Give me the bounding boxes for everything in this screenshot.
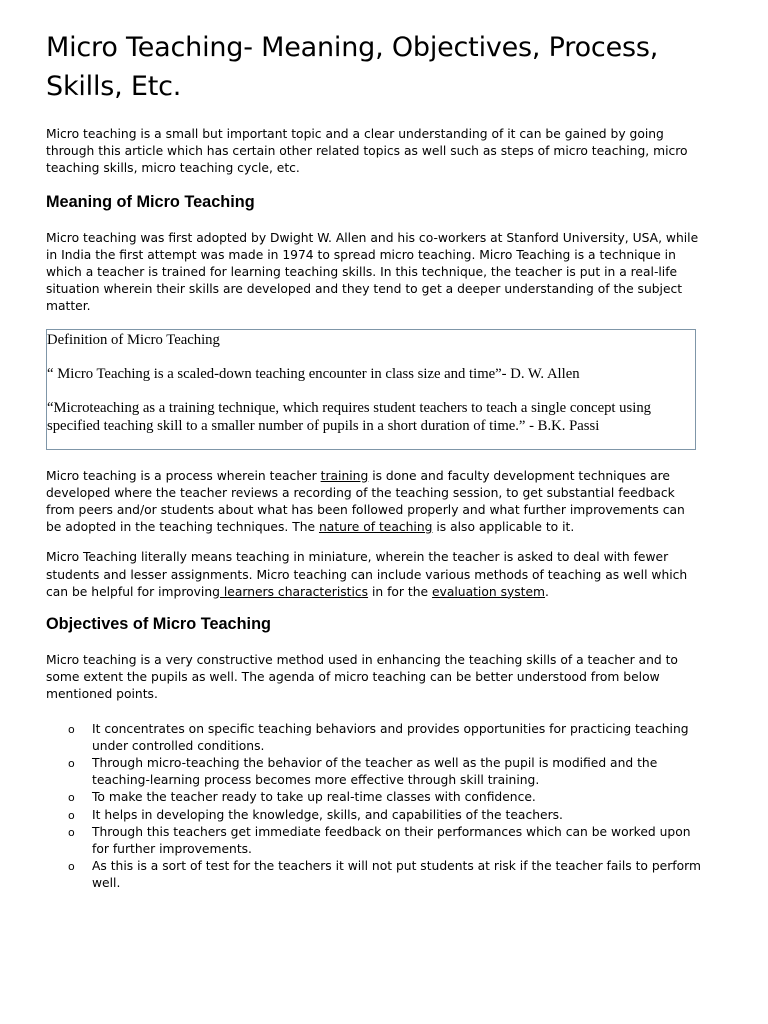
definition-quote-allen: “ Micro Teaching is a scaled-down teaching encounter in class size and time”- D. W. Allen [47, 365, 580, 382]
bullet-circle-icon: o [68, 860, 75, 874]
miniature-text-1: Micro Teaching literally means teaching in miniature, wherein the teacher is asked to deal with fewer students and lesser assignments. Micro teaching can include various methods of teaching as well which can be helpful for improving [46, 550, 688, 599]
list-item [46, 807, 702, 824]
list-item-text: Through micro-teaching the behavior of the teacher as well as the pupil is modified and the teaching-learning process becomes more effective through skill training. [92, 756, 658, 788]
miniature-paragraph [46, 549, 702, 601]
meaning-paragraph: Micro teaching was first adopted by Dwight W. Allen and his co-workers at Stanford University, USA, while in India the first attempt was made in 1974 to spread micro teaching. Micro Teaching is a technique in which a teacher is trained for learning teaching skills. In this technique, the teacher is put in a real-life situation wherein their skills are developed and they tend to get a deeper understanding of the subject matter. [46, 230, 699, 314]
meaning-heading: Meaning of Micro Teaching [46, 192, 255, 211]
document-page [46, 28, 702, 893]
list-item [46, 755, 702, 789]
definition-title: Definition of Micro Teaching [47, 331, 220, 348]
evaluation-system-link[interactable]: evaluation system [431, 584, 546, 599]
bullet-circle-icon: o [68, 808, 75, 822]
process-text-2: is done and faculty development techniques are developed where the teacher reviews a recording of the teaching session, to get substantial feedback from peers and/or students about what has been followed properly and what further improvements can be adopted in the teaching techniques. The [46, 468, 685, 535]
bullet-circle-icon: o [68, 791, 75, 805]
miniature-text-3: . [545, 584, 549, 599]
objectives-list [46, 721, 702, 893]
objectives-paragraph: Micro teaching is a very constructive method used in enhancing the teaching skills of a teacher and to some extent the pupils as well. The agenda of micro teaching can be better understood from below mentioned points. [46, 653, 678, 702]
definition-box [46, 329, 696, 450]
miniature-text-2: in for the [368, 584, 432, 599]
list-item [46, 824, 702, 858]
list-item-text: Through this teachers get immediate feedback on their performances which can be worked upon for further improvements. [92, 824, 691, 857]
list-item-text: As this is a sort of test for the teachers it will not put students at risk if the teacher fails to perform well. [92, 859, 701, 891]
process-text-3: is also applicable to it. [432, 520, 575, 535]
objectives-heading: Objectives of Micro Teaching [46, 615, 271, 634]
definition-quote-passi: “Microteaching as a training technique, which requires student teachers to teach a single concept using specified teaching skill to a smaller number of pupils in a short duration of time.” - B.K. Passi [47, 399, 652, 434]
list-item [46, 858, 702, 892]
nature-of-teaching-link[interactable]: nature of teaching [318, 520, 433, 535]
page-title: Micro Teaching- Meaning, Objectives, Process, Skills, Etc. [46, 32, 659, 102]
list-item [46, 721, 702, 755]
process-paragraph [46, 468, 702, 537]
list-item-text: It helps in developing the knowledge, skills, and capabilities of the teachers. [92, 807, 563, 822]
process-text-1: Micro teaching is a process wherein teacher [46, 468, 321, 483]
intro-paragraph: Micro teaching is a small but important topic and a clear understanding of it can be gained by going through this article which has certain other related topics as well such as steps of micro teaching, micro teaching skills, micro teaching cycle, etc. [46, 127, 688, 176]
bullet-circle-icon: o [68, 757, 75, 771]
list-item-text: To make the teacher ready to take up real-time classes with confidence. [92, 790, 536, 805]
training-link[interactable]: training [320, 468, 369, 483]
bullet-circle-icon: o [68, 825, 75, 839]
list-item-text: It concentrates on specific teaching behaviors and provides opportunities for practicing teaching under controlled conditions. [92, 721, 689, 753]
list-item [46, 789, 702, 806]
bullet-circle-icon: o [68, 722, 75, 736]
learners-characteristics-link[interactable]: learners characteristics [219, 584, 369, 599]
